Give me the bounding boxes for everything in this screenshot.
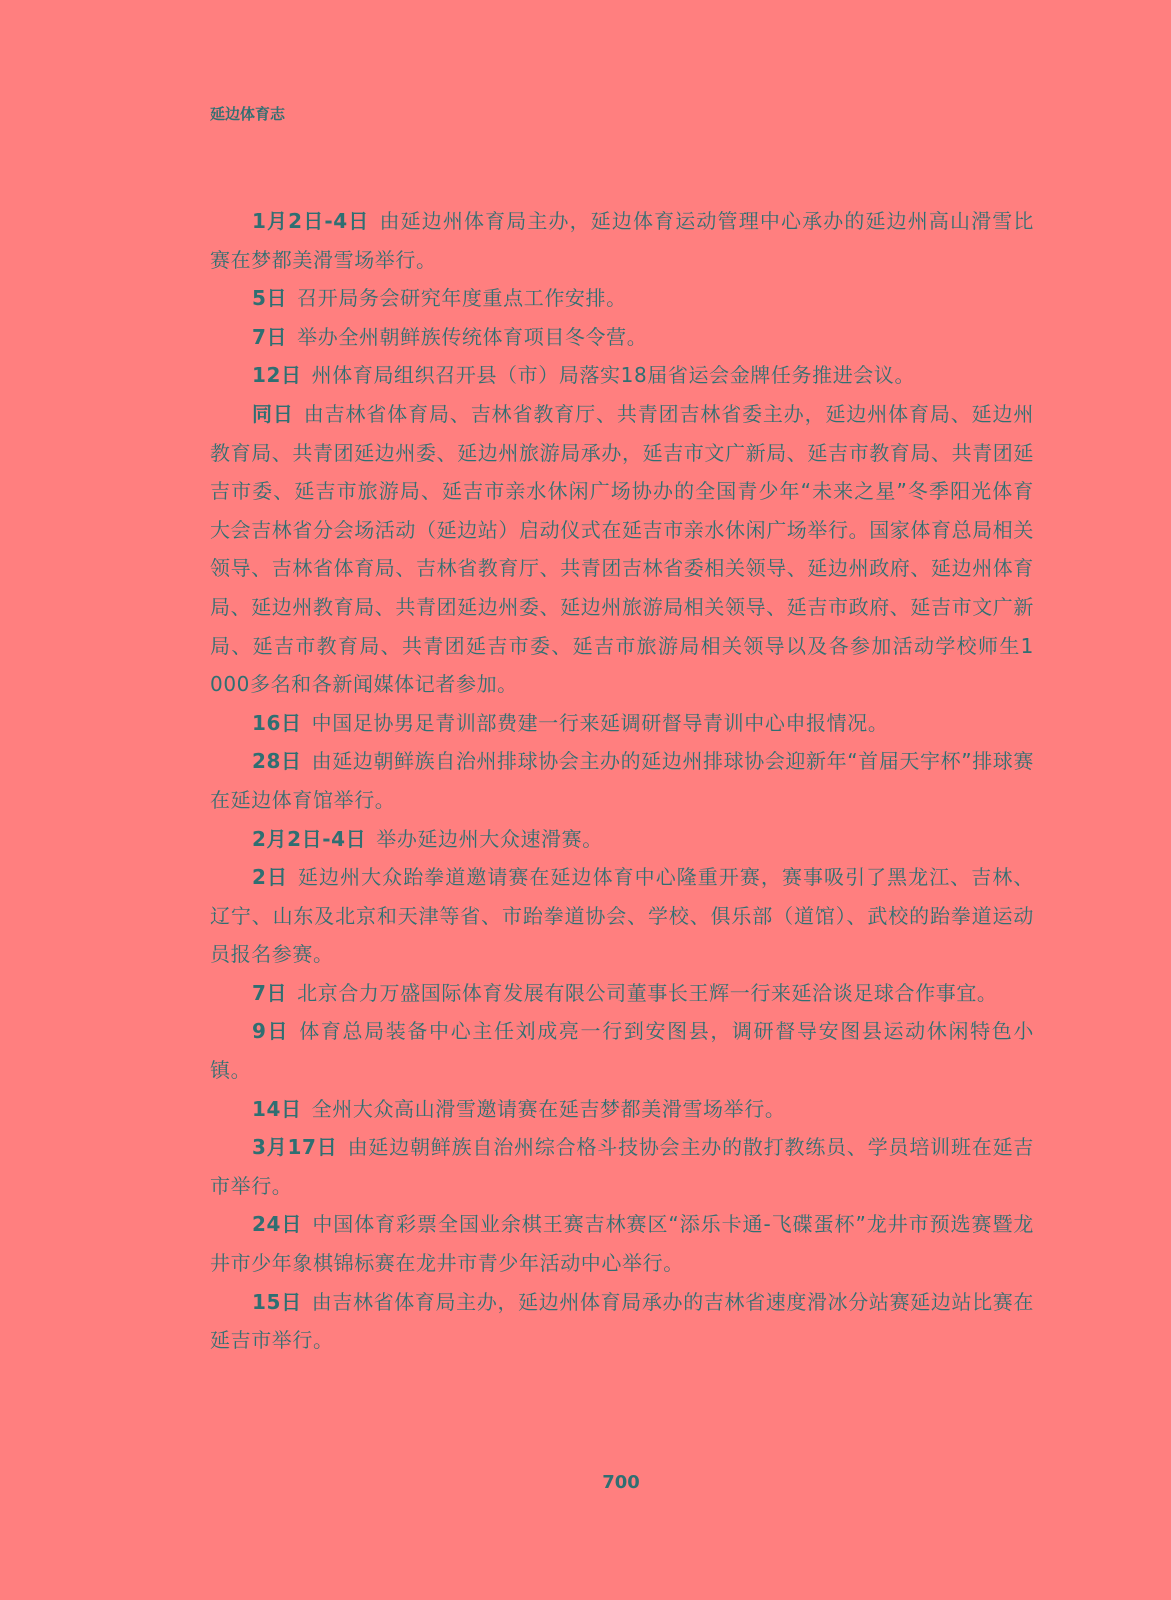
entry-date: 3月17日 [252,1135,338,1160]
chronicle-entry [210,356,1034,395]
entry-text: 全州大众高山滑雪邀请赛在延吉梦都美滑雪场举行。 [311,1096,786,1121]
chronicle-entry [210,318,1034,357]
chronicle-entry [210,1205,1034,1282]
entry-date: 14日 [252,1096,302,1121]
chronicle-entry [210,395,1034,704]
entry-date: 28日 [252,749,302,774]
chronicle-entry [210,1090,1034,1129]
entry-date: 7日 [252,324,288,349]
entry-text: 召开局务会研究年度重点工作安排。 [297,286,627,311]
entry-date: 同日 [252,401,294,426]
entry-date: 2月2日-4日 [252,826,367,851]
entry-text: 由延边州体育局主办，延边体育运动管理中心承办的延边州高山滑雪比赛在梦都美滑雪场举行。 [210,209,1035,272]
entry-text: 中国体育彩票全国业余棋王赛吉林赛区“添乐卡通-飞碟蛋杯”龙井市预选赛暨龙井市少年象棋锦标赛在龙井市青少年活动中心举行。 [210,1212,1034,1276]
entry-text: 举办延边州大众速滑赛。 [376,826,603,851]
entry-text: 由吉林省体育局主办，延边州体育局承办的吉林省速度滑冰分站赛延边站比赛在延吉市举行。 [210,1289,1035,1353]
chronicle-entry [210,820,1034,859]
entry-date: 15日 [252,1289,302,1314]
entry-date: 12日 [252,363,302,388]
entry-date: 16日 [252,710,302,735]
entry-text: 州体育局组织召开县（市）局落实18届省运会金牌任务推进会议。 [311,363,916,388]
entry-date: 2日 [252,865,288,890]
entry-text: 由吉林省体育局、吉林省教育厅、共青团吉林省委主办，延边州体育局、延边州教育局、共青团延边州委、延边州旅游局承办，延吉市文广新局、延吉市教育局、共青团延吉市委、延吉市旅游局、延吉市亲水休闲广场协办的全国青少年“未来之星”冬季阳光体育大会吉林省分会场活动（延边站）启动仪式在延吉市亲水休闲广场举行。国家体育总局相关领导、吉林省体育局、吉林省教育厅、共青团吉林省委相关领导、延边州政府、延边州体育局、延边州教育局、共青团延边州委、延边州旅游局相关领导、延吉市政府、延吉市文广新局、延吉市教育局、共青团延吉市委、延吉市旅游局相关领导以及各参加活动学校师生1 000多名和各新闻媒体记者参加。 [210,401,1035,697]
chronicle-entry [210,1012,1034,1089]
chronicle-entry [210,279,1034,318]
entry-date: 24日 [252,1212,303,1237]
entry-date: 5日 [252,286,288,311]
page-number: 700 [602,1472,640,1493]
chronicle-entry [210,858,1034,974]
entry-text: 中国足协男足青训部费建一行来延调研督导青训中心申报情况。 [311,710,889,735]
chronicle-entry [210,202,1034,279]
chronicle-entry [210,974,1034,1013]
entry-text: 由延边朝鲜族自治州综合格斗技协会主办的散打教练员、学员培训班在延吉市举行。 [210,1135,1034,1198]
chronicle-entry [210,1283,1034,1360]
running-header: 延边体育志 [210,105,286,123]
entry-date: 9日 [252,1019,290,1044]
chronicle-entry [210,742,1034,819]
entry-text: 体育总局装备中心主任刘成亮一行到安图县，调研督导安图县运动休闲特色小镇。 [210,1019,1034,1083]
entry-text: 延边州大众跆拳道邀请赛在延边体育中心隆重开赛，赛事吸引了黑龙江、吉林、辽宁、山东及北京和天津等省、市跆拳道协会、学校、俱乐部（道馆）、武校的跆拳道运动员报名参赛。 [210,865,1034,967]
entry-text: 北京合力万盛国际体育发展有限公司董事长王辉一行来延洽谈足球合作事宜。 [297,980,998,1005]
chronicle-body [210,202,1034,1360]
entry-text: 由延边朝鲜族自治州排球协会主办的延边州排球协会迎新年“首届天宇杯”排球赛在延边体育馆举行。 [210,749,1034,812]
chronicle-entry [210,1128,1034,1205]
chronicle-entry [210,704,1034,743]
entry-text: 举办全州朝鲜族传统体育项目冬令营。 [297,324,648,349]
entry-date: 7日 [252,980,288,1005]
entry-date: 1月2日-4日 [252,209,370,233]
